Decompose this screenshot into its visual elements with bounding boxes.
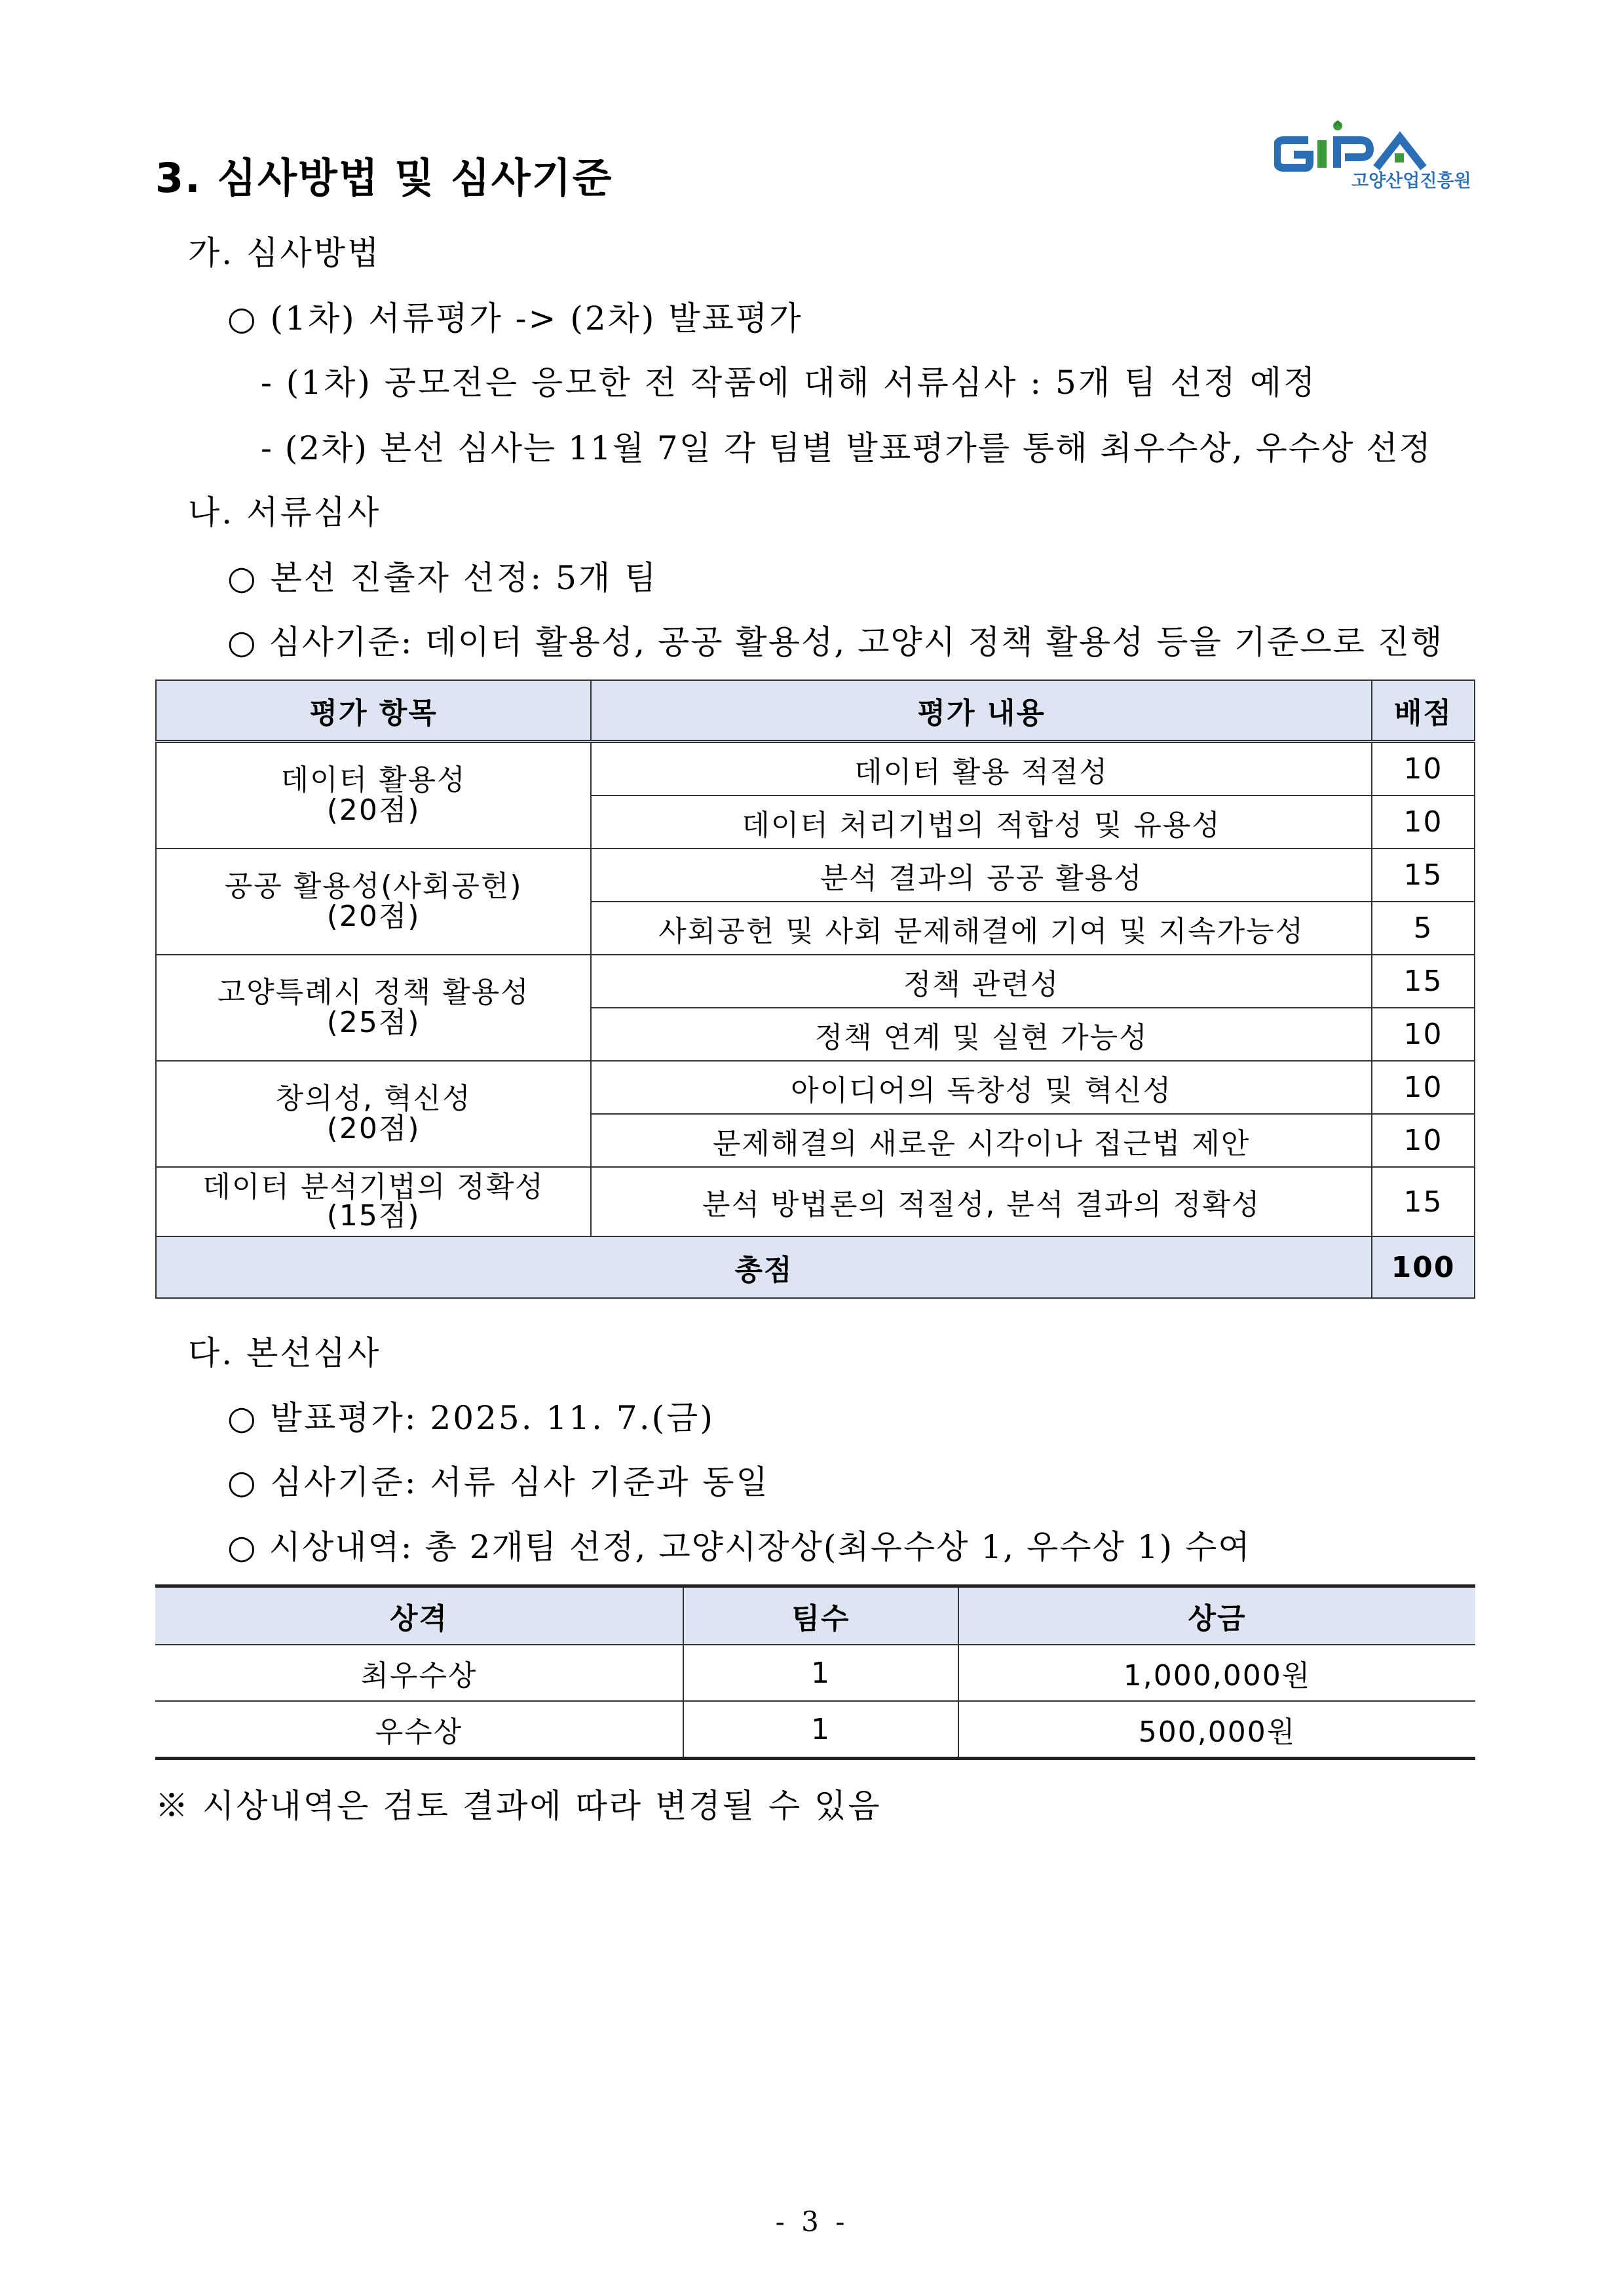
table-row <box>155 1645 1475 1701</box>
criteria-category: 공공 활용성(사회공헌) (20점) <box>156 849 591 955</box>
criteria-content: 데이터 활용 적절성 <box>591 742 1372 796</box>
criteria-content: 분석 방법론의 적절성, 분석 결과의 정확성 <box>591 1167 1372 1236</box>
bullet-b2: ○ 심사기준: 데이터 활용성, 공공 활용성, 고양시 정책 활용성 등을 기준으로 진행 <box>227 623 1444 661</box>
header-teams: 팀수 <box>683 1586 958 1645</box>
criteria-score: 10 <box>1372 1061 1475 1114</box>
sub-heading-b: 나. 서류심사 <box>188 493 381 531</box>
prize-award: 우수상 <box>155 1701 683 1759</box>
criteria-content: 사회공헌 및 사회 문제해결에 기여 및 지속가능성 <box>591 902 1372 955</box>
criteria-score: 5 <box>1372 902 1475 955</box>
criteria-category: 데이터 분석기법의 정확성 (15점) <box>156 1167 591 1236</box>
criteria-content: 아이디어의 독창성 및 혁신성 <box>591 1061 1372 1114</box>
bullet-a1: ○ (1차) 서류평가 -> (2차) 발표평가 <box>227 299 803 337</box>
bullet-b1: ○ 본선 진출자 선정: 5개 팀 <box>227 559 658 597</box>
criteria-score: 10 <box>1372 1114 1475 1167</box>
header-item: 평가 항목 <box>156 680 591 742</box>
criteria-category: 창의성, 혁신성 (20점) <box>156 1061 591 1167</box>
criteria-score: 10 <box>1372 795 1475 849</box>
total-label: 총점 <box>156 1236 1372 1298</box>
prize-amount: 500,000원 <box>958 1701 1475 1759</box>
criteria-score: 15 <box>1372 955 1475 1008</box>
dash-a2: - (2차) 본선 심사는 11월 7일 각 팀별 발표평가를 통해 최우수상, 우수상 선정 <box>261 429 1432 467</box>
header-score: 배점 <box>1372 680 1475 742</box>
criteria-content: 정책 연계 및 실현 가능성 <box>591 1008 1372 1061</box>
prize-teams: 1 <box>683 1645 958 1701</box>
page-number: - 3 - <box>775 2206 849 2238</box>
table-row <box>155 1701 1475 1759</box>
criteria-score: 10 <box>1372 1008 1475 1061</box>
criteria-score: 15 <box>1372 849 1475 902</box>
table-row <box>156 849 1475 902</box>
prize-amount: 1,000,000원 <box>958 1645 1475 1701</box>
header-prize: 상금 <box>958 1586 1475 1645</box>
total-row <box>156 1236 1475 1298</box>
criteria-content: 데이터 처리기법의 적합성 및 유용성 <box>591 795 1372 849</box>
bullet-c1: ○ 발표평가: 2025. 11. 7.(금) <box>227 1399 715 1437</box>
criteria-category: 고양특례시 정책 활용성 (25점) <box>156 955 591 1061</box>
criteria-score: 15 <box>1372 1167 1475 1236</box>
criteria-content: 분석 결과의 공공 활용성 <box>591 849 1372 902</box>
sub-heading-a: 가. 심사방법 <box>188 234 381 272</box>
criteria-content: 정책 관련성 <box>591 955 1372 1008</box>
table-row <box>156 1061 1475 1114</box>
header-content: 평가 내용 <box>591 680 1372 742</box>
dash-a1: - (1차) 공모전은 응모한 전 작품에 대해 서류심사 : 5개 팀 선정 예정 <box>261 364 1317 402</box>
criteria-content: 문제해결의 새로운 시각이나 접근법 제안 <box>591 1114 1372 1167</box>
note: ※ 시상내역은 검토 결과에 따라 변경될 수 있음 <box>155 1787 882 1825</box>
gipa-logo <box>1274 118 1490 197</box>
bullet-c2: ○ 심사기준: 서류 심사 기준과 동일 <box>227 1463 770 1501</box>
prize-teams: 1 <box>683 1701 958 1759</box>
prize-header-row <box>155 1586 1475 1645</box>
criteria-score: 10 <box>1372 742 1475 796</box>
sub-heading-c: 다. 본선심사 <box>188 1334 381 1372</box>
table-row <box>156 742 1475 796</box>
table-row <box>156 1167 1475 1236</box>
header-award: 상격 <box>155 1586 683 1645</box>
criteria-table <box>155 679 1475 1299</box>
prize-table <box>155 1584 1475 1760</box>
total-score: 100 <box>1372 1236 1475 1298</box>
prize-award: 최우수상 <box>155 1645 683 1701</box>
criteria-header-row <box>156 680 1475 742</box>
logo-text: 고양산업진흥원 <box>1351 171 1471 191</box>
table-row <box>156 955 1475 1008</box>
criteria-category: 데이터 활용성 (20점) <box>156 742 591 849</box>
section-title: 3. 심사방법 및 심사기준 <box>155 154 613 202</box>
bullet-c3: ○ 시상내역: 총 2개팀 선정, 고양시장상(최우수상 1, 우수상 1) 수여 <box>227 1528 1251 1566</box>
